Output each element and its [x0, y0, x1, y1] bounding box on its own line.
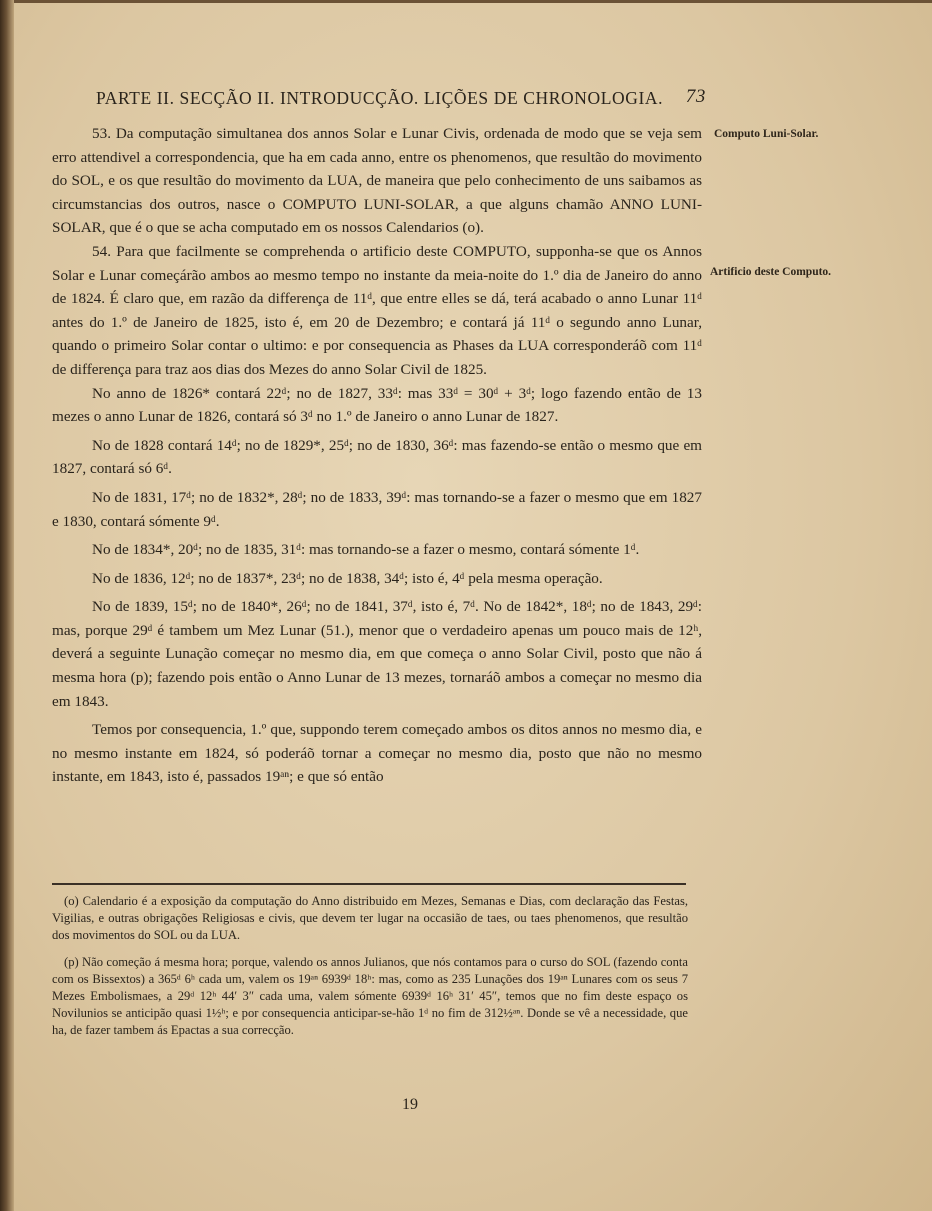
book-spine-shadow	[0, 0, 14, 1211]
paragraph-consequencia: Temos por consequencia, 1.º que, suppondo terem começado ambos os ditos annos no mesmo dia, e no mesmo instante em 1824, só poderáõ tornar a começar no mesmo dia, posto que não no mesmo instante, em 1843, isto é, passados 19ᵃⁿ; e que só então	[52, 721, 702, 786]
paragraph-1834: No de 1834*, 20ᵈ; no de 1835, 31ᵈ: mas tornando-se a fazer o mesmo, contará sómente 1ᵈ.	[92, 541, 640, 559]
margin-note-artificio: Artificio deste Computo.	[710, 266, 832, 278]
paragraph-1839: No de 1839, 15ᵈ; no de 1840*, 26ᵈ; no de 1841, 37ᵈ, isto é, 7ᵈ. No de 1842*, 18ᵈ; no de 1843, 29ᵈ: mas, porque 29ᵈ é tambem um Mez Lunar (51.), menor que o verdadeiro apenas um pouco mais de 12ʰ, deverá a seguinte Lunação começar no mesmo dia, em que começa o anno Solar Civil, posto que não á mesma hora (p); fazendo pois então o Anno Lunar de 13 mezes, tornaráõ ambos a começar no mesmo dia em 1843.	[52, 598, 702, 710]
paragraph-53: 53. Da computação simultanea dos annos Solar e Lunar Civis, ordenada de modo que se veja sem erro attendivel a correspondencia, que ha em cada anno, entre os phenomenos, que resultão do movimento do SOL, e os que resultão do movimento da LUA, de maneira que pelo conhecimento de uns saibamos as circumstancias dos outros, nasce o COMPUTO LUNI-SOLAR, a que alguns chamão ANNO LUNI-SOLAR, que é o que se acha computado em os nossos Calendarios (o).	[52, 125, 702, 237]
header-title: PARTE II. SECÇÃO II. INTRODUCÇÃO. LIÇÕES DE CHRONOLOGIA.	[96, 88, 664, 108]
signature-mark: 19	[402, 1096, 418, 1113]
paragraph-1828: No de 1828 contará 14ᵈ; no de 1829*, 25ᵈ; no de 1830, 36ᵈ: mas fazendo-se então o mesmo que em 1827, contará só 6ᵈ.	[52, 436, 702, 478]
page-top-edge	[14, 0, 932, 3]
margin-note-computo: Computo Luni-Solar.	[714, 128, 819, 140]
footnotes	[52, 893, 688, 1049]
running-header	[96, 88, 706, 109]
footnote-p: (p) Não começão á mesma hora; porque, valendo os annos Julianos, que nós contamos para o curso do SOL (fazendo conta com os Bissextos) a 365ᵈ 6ʰ cada um, valem os 19ᵃⁿ 6939ᵈ 18ʰ: mas, como as 235 Lunações dos 19ᵃⁿ Lunares com os seus 7 Mezes Embolismaes, a 29ᵈ 12ʰ 44′ 3″ cada uma, valem sómente 6939ᵈ 16ʰ 31′ 45″, temos que no fim deste espaço os Novilunios se anticipão quasi 1½ʰ; e por consequencia anticipar-se-hão 1ᵈ no fim de 312½ᵃⁿ. Donde se vê a necessidade, que ha, de fazer tambem ás Epactas a sua correcção.	[52, 954, 688, 1038]
paragraph-1826: No anno de 1826* contará 22ᵈ; no de 1827, 33ᵈ: mas 33ᵈ = 30ᵈ + 3ᵈ; logo fazendo então de 13 mezes o anno Lunar de 1826, contará só 3ᵈ no 1.º de Janeiro o anno Lunar de 1827.	[52, 384, 702, 426]
footnote-o: (o) Calendario é a exposição da computação do Anno distribuido em Mezes, Semanas e Dias, com declaração das Festas, Vigilias, e outras obrigações Religiosas e civis, que devem ter lugar na occasião de taes, ou taes phenomenos, que resultão dos movimentos do SOL ou da LUA.	[52, 894, 688, 943]
page-number: 73	[685, 86, 706, 107]
paragraph-1836: No de 1836, 12ᵈ; no de 1837*, 23ᵈ; no de 1838, 34ᵈ; isto é, 4ᵈ pela mesma operação.	[92, 569, 603, 587]
footnote-rule	[52, 883, 686, 885]
paragraph-54: 54. Para que facilmente se comprehenda o artificio deste COMPUTO, supponha-se que os Annos Solar e Lunar começárão ambos ao mesmo tempo no instante da meia-noite do 1.º dia de Janeiro do anno de 1824. É claro que, em razão da differença de 11ᵈ, que entre elles se dá, terá acabado o anno Lunar 11ᵈ antes do 1.º de Janeiro de 1825, isto é, em 20 de Dezembro; e contará já 11ᵈ o segundo anno Lunar, quando o primeiro Solar contar o ultimo: e por consequencia as Phases da LUA corresponderáõ com 11ᵈ de differença para traz aos dias dos Mezes do anno Solar Civil de 1825.	[52, 242, 702, 378]
paragraph-1831: No de 1831, 17ᵈ; no de 1832*, 28ᵈ; no de 1833, 39ᵈ: mas tornando-se a fazer o mesmo que em 1827 e 1830, contará sómente 9ᵈ.	[52, 488, 702, 530]
main-text	[52, 122, 702, 789]
